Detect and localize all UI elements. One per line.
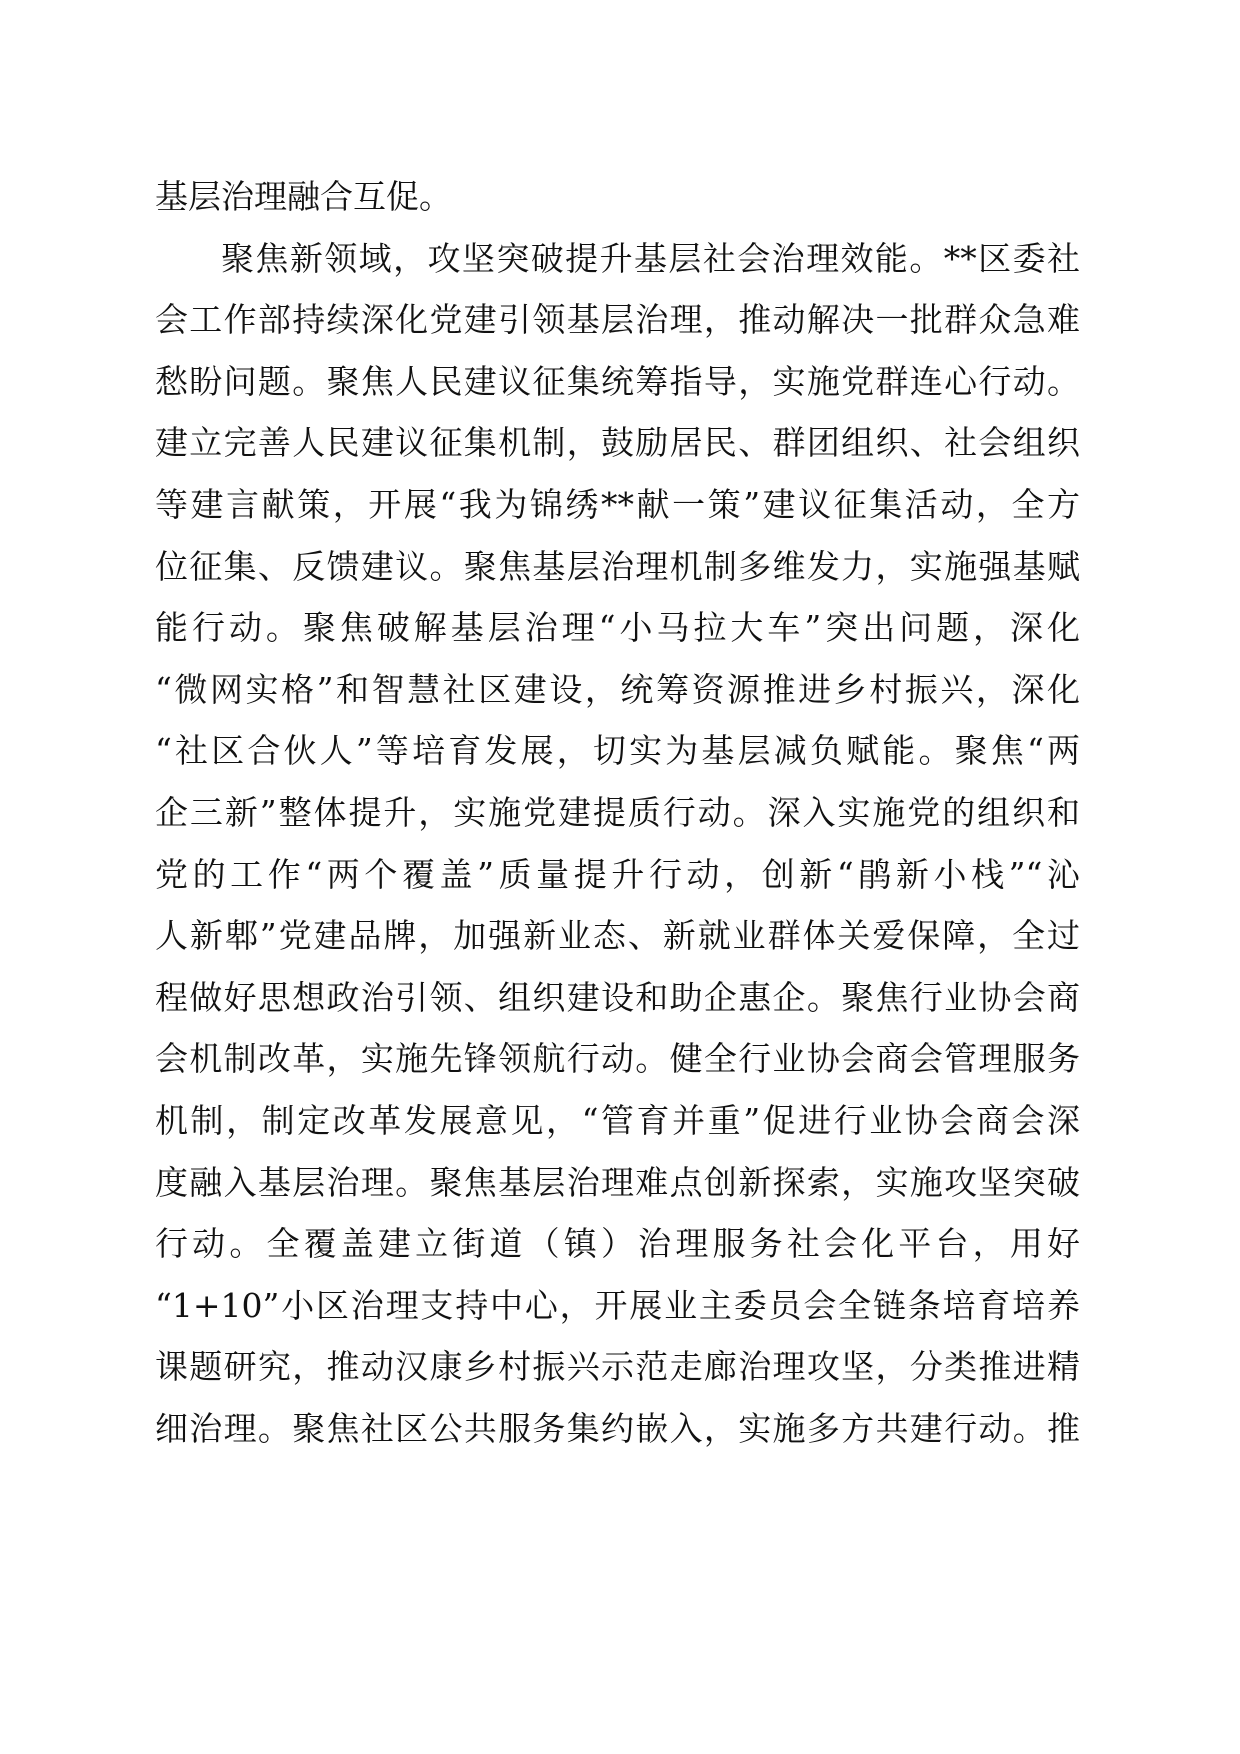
text-line: “1+10”小区治理支持中心，开展业主委员会全链条培育培养 <box>155 1285 1080 1325</box>
text-line: 聚焦新领域，攻坚突破提升基层社会治理效能。**区委社 <box>221 238 1080 278</box>
text-line: 会机制改革，实施先锋领航行动。健全行业协会商会管理服务 <box>155 1039 1080 1079</box>
text-line: “微网实格”和智慧社区建设，统筹资源推进乡村振兴，深化 <box>155 669 1080 709</box>
text-line: 位征集、反馈建议。聚焦基层治理机制多维发力，实施强基赋 <box>155 546 1080 586</box>
text-line: “社区合伙人”等培育发展，切实为基层减负赋能。聚焦“两 <box>155 731 1080 771</box>
text-line: 行动。全覆盖建立街道（镇）治理服务社会化平台，用好 <box>155 1224 1080 1264</box>
text-line: 愁盼问题。聚焦人民建议征集统筹指导，实施党群连心行动。 <box>155 361 1080 401</box>
text-line: 能行动。聚焦破解基层治理“小马拉大车”突出问题，深化 <box>155 608 1080 648</box>
text-line: 课题研究，推动汉康乡村振兴示范走廊治理攻坚，分类推进精 <box>155 1347 1080 1387</box>
text-line: 建立完善人民建议征集机制，鼓励居民、群团组织、社会组织 <box>155 423 1080 463</box>
text-line: 度融入基层治理。聚焦基层治理难点创新探索，实施攻坚突破 <box>155 1162 1080 1202</box>
body-text <box>155 166 1080 1459</box>
text-line: 会工作部持续深化党建引领基层治理，推动解决一批群众急难 <box>155 300 1080 340</box>
text-line: 细治理。聚焦社区公共服务集约嵌入，实施多方共建行动。推 <box>155 1408 1080 1448</box>
text-line: 企三新”整体提升，实施党建提质行动。深入实施党的组织和 <box>155 792 1080 832</box>
text-line: 等建言献策，开展“我为锦绣**献一策”建议征集活动，全方 <box>155 484 1080 524</box>
text-line: 党的工作“两个覆盖”质量提升行动，创新“鹃新小栈”“沁 <box>155 854 1080 894</box>
text-line: 基层治理融合互促。 <box>155 177 452 216</box>
text-line: 人新郫”党建品牌，加强新业态、新就业群体关爱保障，全过 <box>155 916 1080 956</box>
text-line: 程做好思想政治引领、组织建设和助企惠企。聚焦行业协会商 <box>155 977 1080 1017</box>
text-line: 机制，制定改革发展意见，“管育并重”促进行业协会商会深 <box>155 1100 1080 1140</box>
